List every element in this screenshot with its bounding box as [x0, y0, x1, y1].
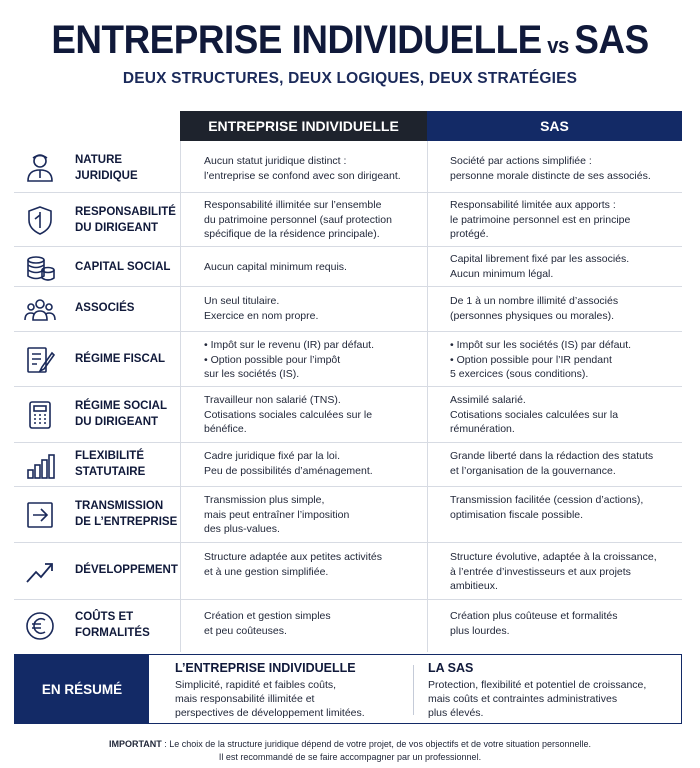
person-icon	[22, 149, 58, 185]
summary-ei-text: Simplicité, rapidité et faibles coûts, mais responsabilité illimitée et perspectives de développement limitées.	[175, 679, 365, 719]
document-pen-icon	[22, 342, 58, 378]
cell-ei: Aucun capital minimum requis.	[204, 261, 347, 273]
cell-sas: Structure évolutive, adaptée à la croissance, à l’entrée d’investisseurs et aux projets ambitieux.	[450, 551, 657, 592]
people-icon	[22, 292, 58, 328]
row-label: CAPITAL SOCIAL	[75, 261, 171, 273]
cell-sas: Responsabilité limitée aux apports : le patrimoine personnel est en principe protégé.	[450, 199, 631, 240]
summary-box	[14, 654, 682, 724]
cell-sas: De 1 à un nombre illimité d’associés (personnes physiques ou morales).	[450, 295, 619, 322]
page-title	[28, 18, 672, 63]
table-row	[14, 543, 682, 600]
table-row	[14, 193, 682, 247]
transfer-arrow-icon	[22, 497, 58, 533]
cell-ei: Un seul titulaire. Exercice en nom propre.	[204, 295, 319, 322]
table-row	[14, 487, 682, 543]
table-row	[14, 332, 682, 387]
page-subtitle: DEUX STRUCTURES, DEUX LOGIQUES, DEUX STRATÉGIES	[122, 70, 578, 87]
table-row	[14, 387, 682, 443]
footnote-strong: IMPORTANT	[108, 739, 162, 749]
title-vs: vs	[547, 33, 569, 58]
row-label: TRANSMISSION DE L’ENTREPRISE	[75, 500, 178, 528]
shield-icon	[22, 202, 58, 238]
row-label: NATURE JURIDIQUE	[75, 154, 138, 182]
summary-divider	[413, 665, 414, 715]
row-label: RÉGIME FISCAL	[75, 353, 166, 365]
cell-ei: Transmission plus simple, mais peut entraîner l’imposition des plus-values.	[204, 494, 350, 535]
cell-ei: Aucun statut juridique distinct : l’entreprise se confond avec son dirigeant.	[204, 155, 401, 182]
row-label: COÛTS ET FORMALITÉS	[75, 611, 150, 639]
cell-sas: Société par actions simplifiée : personne morale distincte de ses associés.	[450, 155, 651, 182]
cell-sas: Assimilé salarié. Cotisations sociales calculées sur la rémunération.	[450, 394, 619, 435]
cell-sas: Grande liberté dans la rédaction des statuts et l’organisation de la gouvernance.	[450, 450, 654, 477]
cell-sas: Transmission facilitée (cession d’actions), optimisation fiscale possible.	[450, 494, 644, 521]
cell-ei: • Impôt sur le revenu (IR) par défaut. • Option possible pour l’impôt sur les sociétés (IS).	[204, 339, 374, 380]
footnote-line1: : Le choix de la structure juridique dépend de votre projet, de vos objectifs et de votre situation personnelle.	[161, 739, 592, 749]
title-left: ENTREPRISE INDIVIDUELLE	[51, 18, 542, 62]
cell-ei: Structure adaptée aux petites activités et à une gestion simplifiée.	[204, 551, 383, 578]
row-label: FLEXIBILITÉ STATUTAIRE	[75, 450, 146, 478]
row-label: RÉGIME SOCIAL DU DIRIGEANT	[75, 400, 168, 428]
cell-sas: Création plus coûteuse et formalités plus lourdes.	[450, 610, 618, 637]
column-header-sas: SAS	[427, 111, 682, 141]
calculator-icon	[22, 397, 58, 433]
euro-icon	[22, 608, 58, 644]
row-label: RESPONSABILITÉ DU DIRIGEANT	[75, 206, 176, 234]
cell-sas: Capital librement fixé par les associés. Aucun minimum légal.	[450, 253, 630, 280]
table-row	[14, 600, 682, 652]
table-row	[14, 247, 682, 287]
table-row	[14, 443, 682, 487]
cell-ei: Travailleur non salarié (TNS). Cotisations sociales calculées sur le bénéfice.	[204, 394, 373, 435]
title-right: SAS	[574, 18, 649, 62]
summary-ei-title: L’ENTREPRISE INDIVIDUELLE	[175, 661, 356, 675]
coins-icon	[22, 250, 58, 286]
table-row	[14, 287, 682, 332]
summary-sas-text: Protection, flexibilité et potentiel de croissance, mais coûts et contraintes administratives plus élevés.	[428, 679, 647, 719]
summary-sas-title: LA SAS	[428, 661, 474, 675]
cell-ei: Cadre juridique fixé par la loi. Peu de possibilités d’aménagement.	[204, 450, 373, 477]
footnote-line2: Il est recommandé de se faire accompagner par un professionnel.	[218, 751, 482, 762]
column-header-ei: ENTREPRISE INDIVIDUELLE	[180, 111, 427, 141]
row-label: ASSOCIÉS	[75, 302, 135, 314]
summary-label: EN RÉSUMÉ	[15, 655, 149, 723]
table-row	[14, 141, 682, 193]
cell-ei: Création et gestion simples et peu coûteuses.	[204, 610, 331, 637]
trend-up-icon	[22, 554, 58, 590]
row-label: DÉVELOPPEMENT	[75, 564, 178, 576]
footnote	[0, 738, 700, 763]
cell-sas: • Impôt sur les sociétés (IS) par défaut. • Option possible pour l’IR pendant 5 exercices (sous conditions).	[450, 339, 632, 380]
cell-ei: Responsabilité illimitée sur l’ensemble du patrimoine personnel (sauf protection spécifique de la résidence principale).	[204, 199, 392, 240]
bar-chart-icon	[22, 448, 58, 484]
